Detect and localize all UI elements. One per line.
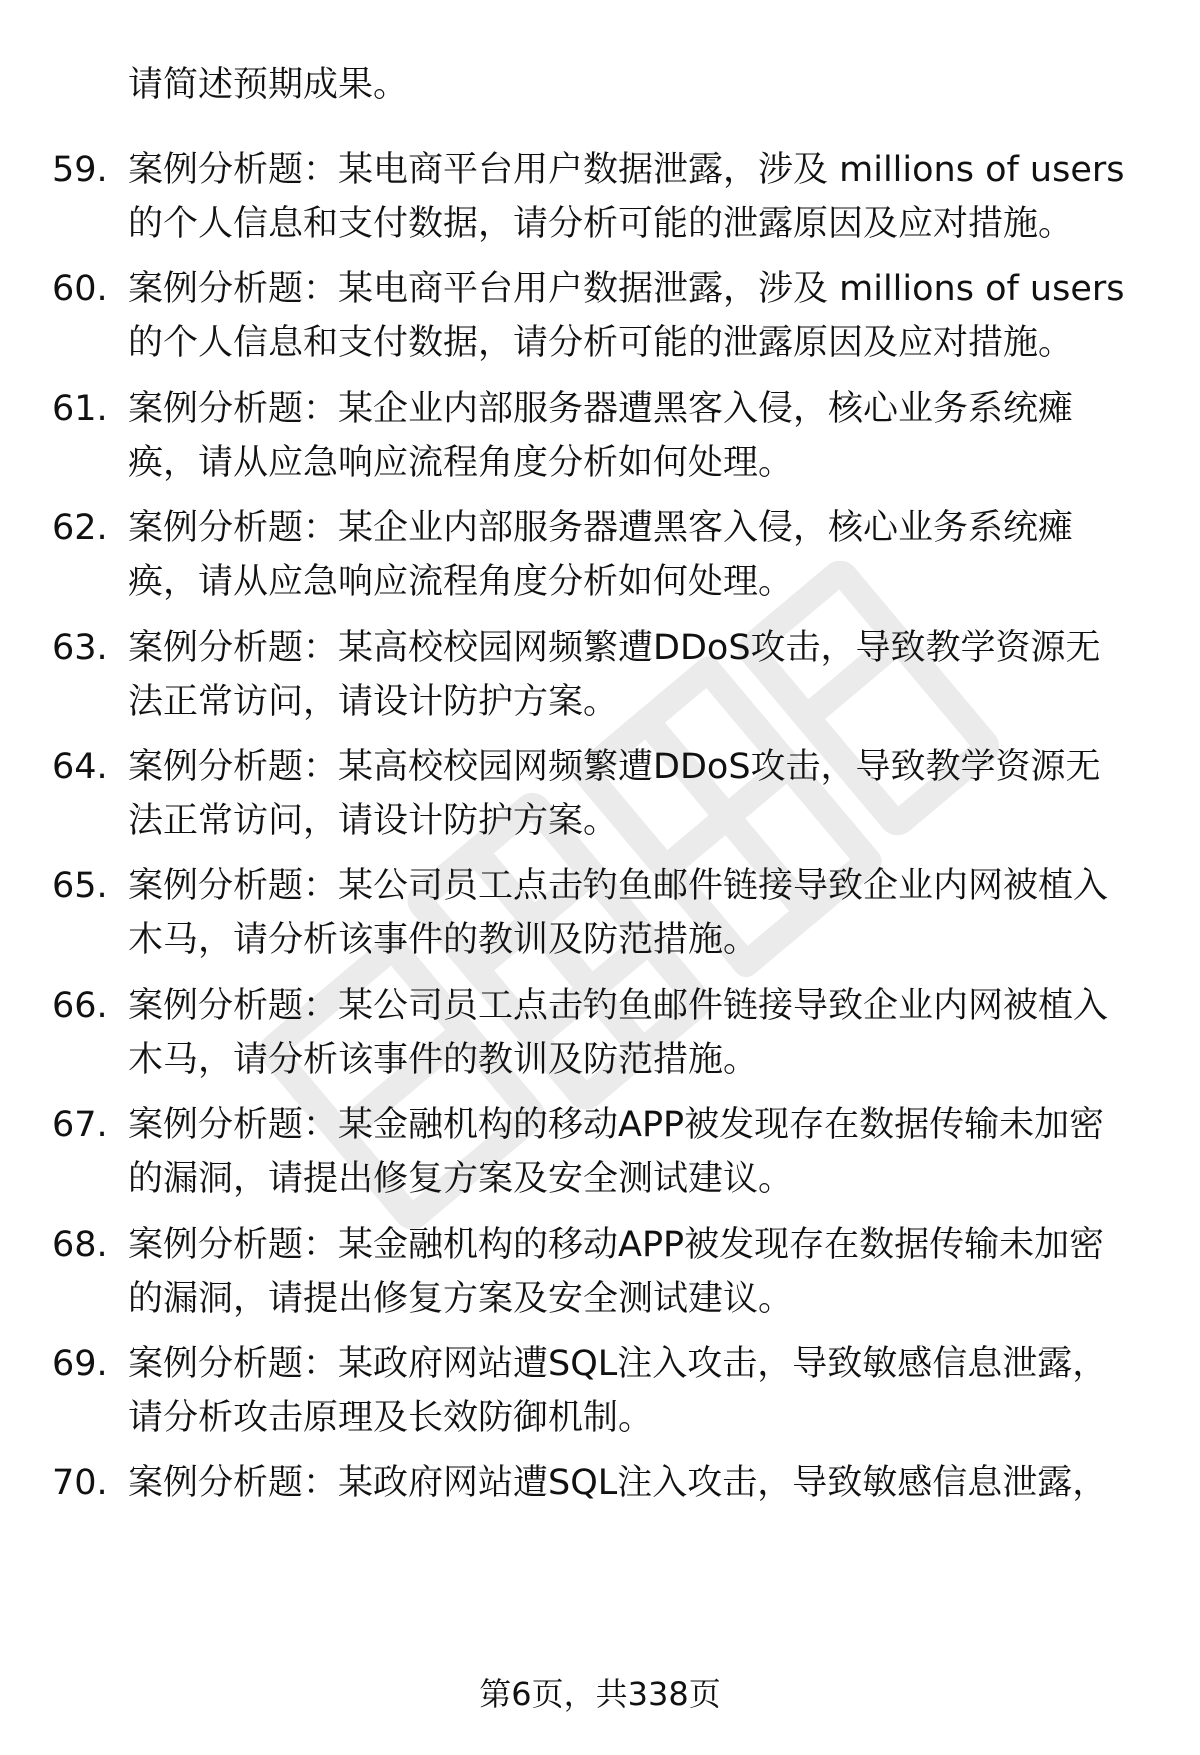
question-text-line: 案例分析题：某公司员工点击钓鱼邮件链接导致企业内网被植入 [128, 866, 1109, 907]
question-text-line: 案例分析题：某金融机构的移动APP被发现存在数据传输未加密 [128, 1105, 1105, 1146]
question-text-line: 木马，请分析该事件的教训及防范措施。 [128, 920, 759, 961]
question-text-line: 请分析攻击原理及长效防御机制。 [128, 1398, 654, 1438]
question-text-line: 案例分析题：某公司员工点击钓鱼邮件链接导致企业内网被植入 [128, 985, 1109, 1026]
question-number: 70. [52, 1463, 108, 1504]
question-number: 65. [52, 866, 108, 907]
question-text-line: 痪，请从应急响应流程角度分析如何处理。 [128, 442, 794, 483]
question-text-line: 痪，请从应急响应流程角度分析如何处理。 [128, 562, 794, 603]
question-text-line: 法正常访问，请设计防护方案。 [128, 801, 619, 841]
question-text-line: 法正常访问，请设计防护方案。 [128, 681, 619, 722]
question-number: 59. [52, 150, 108, 190]
question-text-line: 的个人信息和支付数据，请分析可能的泄露原因及应对措施。 [128, 204, 1074, 244]
question-text-line: 的漏洞，请提出修复方案及安全测试建议。 [128, 1278, 794, 1319]
question-number: 60. [52, 269, 108, 310]
continuation-text: 请简述预期成果。 [128, 65, 409, 105]
question-number: 69. [52, 1344, 108, 1384]
page-footer: 第6页，共338页 [479, 1675, 721, 1713]
question-number: 67. [52, 1105, 108, 1146]
question-text-line: 案例分析题：某高校校园网频繁遭DDoS攻击，导致教学资源无 [128, 747, 1101, 787]
question-text-line: 案例分析题：某政府网站遭SQL注入攻击，导致敏感信息泄露， [128, 1344, 1108, 1384]
question-text-line: 的漏洞，请提出修复方案及安全测试建议。 [128, 1159, 794, 1200]
question-text-line: 木马，请分析该事件的教训及防范措施。 [128, 1039, 759, 1080]
question-text-line: 案例分析题：某电商平台用户数据泄露，涉及 millions of users [128, 150, 1125, 190]
question-text-line: 案例分析题：某高校校园网频繁遭DDoS攻击，导致教学资源无 [128, 627, 1101, 668]
question-number: 68. [52, 1224, 108, 1265]
question-text-line: 案例分析题：某政府网站遭SQL注入攻击，导致敏感信息泄露， [128, 1463, 1108, 1504]
question-text-line: 案例分析题：某企业内部服务器遭黑客入侵，核心业务系统瘫 [128, 388, 1074, 429]
question-number: 64. [52, 747, 108, 787]
question-text-line: 案例分析题：某企业内部服务器遭黑客入侵，核心业务系统瘫 [128, 508, 1074, 549]
question-number: 63. [52, 627, 108, 668]
question-number: 61. [52, 388, 108, 429]
question-number: 66. [52, 985, 108, 1026]
question-text-line: 案例分析题：某金融机构的移动APP被发现存在数据传输未加密 [128, 1224, 1105, 1265]
question-number: 62. [52, 508, 108, 549]
question-text-line: 案例分析题：某电商平台用户数据泄露，涉及 millions of users [128, 269, 1125, 310]
question-text-line: 的个人信息和支付数据，请分析可能的泄露原因及应对措施。 [128, 323, 1074, 364]
